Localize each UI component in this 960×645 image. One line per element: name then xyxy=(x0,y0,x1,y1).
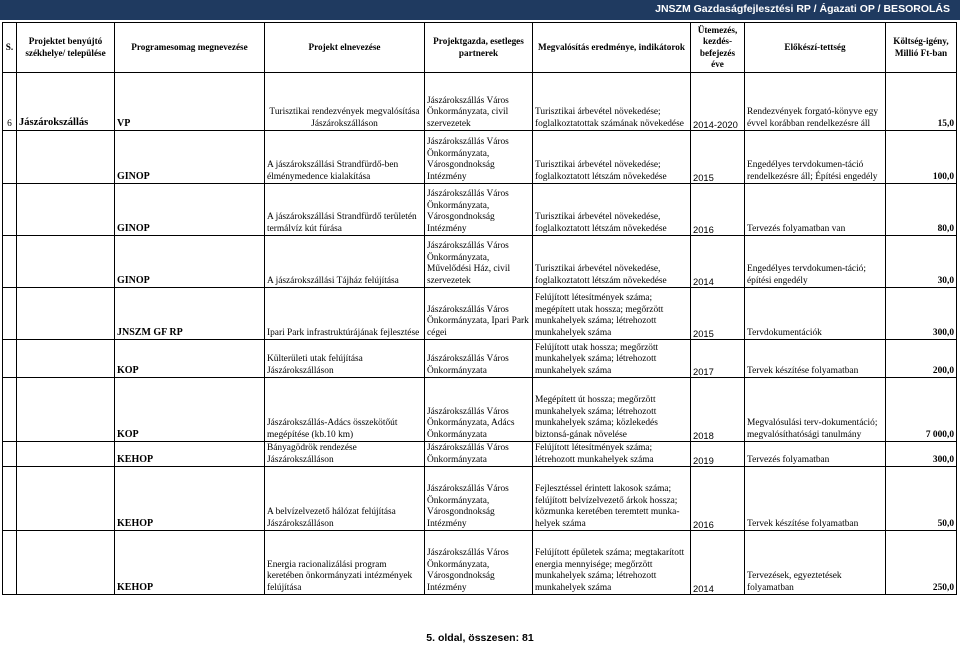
cell-schedule: 2014 xyxy=(691,531,745,595)
cell-cost: 300,0 xyxy=(886,442,957,467)
table-row xyxy=(3,184,957,236)
table-row xyxy=(3,340,957,378)
table-row xyxy=(3,442,957,467)
cell-partners: Jászárokszállás Város Önkormányzata, Adács Önkormányzata xyxy=(425,378,533,442)
cell-cost: 300,0 xyxy=(886,288,957,340)
cell-results: Megépített út hossza; megőrzött munkahelyek száma; létrehozott munkahelyek száma; közlekedés biztonsá-gának növelése xyxy=(533,378,691,442)
cell-prep: Tervezések, egyeztetések folyamatban xyxy=(745,531,886,595)
cell-project: A jászárokszállási Tájház felújítása xyxy=(265,236,425,288)
cell-num xyxy=(3,184,17,236)
cell-prep: Engedélyes tervdokumen-táció rendelkezésre áll; Építési engedély xyxy=(745,131,886,184)
cell-program: VP xyxy=(115,73,265,131)
table-row xyxy=(3,131,957,184)
cell-cost: 7 000,0 xyxy=(886,378,957,442)
cell-project: Energia racionalizálási program keretében önkormányzati intézmények felújítása xyxy=(265,531,425,595)
cell-schedule: 2014-2020 xyxy=(691,73,745,131)
cell-num xyxy=(3,531,17,595)
cell-num: 6 xyxy=(3,73,17,131)
document-header-title: JNSZM Gazdaságfejlesztési RP / Ágazati OP / BESOROLÁS xyxy=(655,3,950,15)
cell-schedule: 2015 xyxy=(691,288,745,340)
cell-results: Turisztikai árbevétel növekedése, foglalkoztatott létszám növekedése xyxy=(533,184,691,236)
cell-program: KEHOP xyxy=(115,531,265,595)
cell-town xyxy=(17,288,115,340)
cell-project: Jászárokszállás-Adács összekötőút megépítése (kb.10 km) xyxy=(265,378,425,442)
cell-prep: Megvalósulási terv-dokumentáció; megvalósíthatósági tanulmány xyxy=(745,378,886,442)
cell-schedule: 2016 xyxy=(691,467,745,531)
cell-prep: Tervezés folyamatban xyxy=(745,442,886,467)
cell-partners: Jászárokszállás Város Önkormányzata xyxy=(425,340,533,378)
col-header-partners: Projektgazda, esetleges partnerek xyxy=(425,23,533,73)
document-header-bar xyxy=(0,0,960,20)
cell-results: Felújított utak hossza; megőrzött munkahelyek száma; létrehozott munkahelyek száma xyxy=(533,340,691,378)
cell-program: KOP xyxy=(115,378,265,442)
cell-cost: 200,0 xyxy=(886,340,957,378)
col-header-project: Projekt elnevezése xyxy=(265,23,425,73)
col-header-num: S. xyxy=(3,23,17,73)
project-table xyxy=(2,22,957,595)
col-header-results: Megvalósítás eredménye, indikátorok xyxy=(533,23,691,73)
cell-results: Turisztikai árbevétel növekedése; foglalkoztatott létszám növekedése xyxy=(533,131,691,184)
cell-town xyxy=(17,378,115,442)
cell-num xyxy=(3,236,17,288)
cell-program: KEHOP xyxy=(115,467,265,531)
cell-program: KEHOP xyxy=(115,442,265,467)
cell-cost: 30,0 xyxy=(886,236,957,288)
cell-prep: Engedélyes tervdokumen-táció; építési engedély xyxy=(745,236,886,288)
cell-results: Felújított épületek száma; megtakarított energia mennyisége; megőrzött munkahelyek száma; létrehozott munkahelyek száma xyxy=(533,531,691,595)
cell-cost: 50,0 xyxy=(886,467,957,531)
cell-program: GINOP xyxy=(115,131,265,184)
cell-schedule: 2016 xyxy=(691,184,745,236)
table-row xyxy=(3,378,957,442)
table-row xyxy=(3,73,957,131)
cell-town xyxy=(17,236,115,288)
cell-program: KOP xyxy=(115,340,265,378)
cell-schedule: 2019 xyxy=(691,442,745,467)
table-row xyxy=(3,288,957,340)
page-footer: 5. oldal, összesen: 81 xyxy=(426,632,534,644)
cell-schedule: 2014 xyxy=(691,236,745,288)
cell-prep: Tervdokumentációk xyxy=(745,288,886,340)
cell-cost: 80,0 xyxy=(886,184,957,236)
col-header-program: Programesomag megnevezése xyxy=(115,23,265,73)
cell-project: Külterületi utak felújítása Jászárokszálláson xyxy=(265,340,425,378)
cell-partners: Jászárokszállás Város Önkormányzata xyxy=(425,442,533,467)
cell-results: Fejlesztéssel érintett lakosok száma; felújított belvízelvezető árkok hossza; közmunka keretében teremtett munka-helyek száma xyxy=(533,467,691,531)
cell-partners: Jászárokszállás Város Önkormányzata, civil szervezetek xyxy=(425,73,533,131)
cell-town xyxy=(17,531,115,595)
cell-project: Ipari Park infrastruktúrájának fejlesztése xyxy=(265,288,425,340)
cell-program: GINOP xyxy=(115,236,265,288)
cell-partners: Jászárokszállás Város Önkormányzata, Városgondnokság Intézmény xyxy=(425,131,533,184)
cell-project: A jászárokszállási Strandfürdő területén termálvíz kút fúrása xyxy=(265,184,425,236)
cell-program: GINOP xyxy=(115,184,265,236)
cell-partners: Jászárokszállás Város Önkormányzata, Városgondnokság Intézmény xyxy=(425,531,533,595)
cell-program: JNSZM GF RP xyxy=(115,288,265,340)
cell-num xyxy=(3,131,17,184)
cell-schedule: 2017 xyxy=(691,340,745,378)
cell-project: A belvízelvezető hálózat felújítása Jászárokszálláson xyxy=(265,467,425,531)
cell-schedule: 2015 xyxy=(691,131,745,184)
cell-town xyxy=(17,131,115,184)
table-header-row xyxy=(3,23,957,73)
cell-partners: Jászárokszállás Város Önkormányzata, Városgondnokság Intézmény xyxy=(425,467,533,531)
cell-results: Turisztikai árbevétel növekedése; foglalkoztatottak számának növekedése xyxy=(533,73,691,131)
cell-project: Turisztikai rendezvények megvalósítása Jászárokszálláson xyxy=(265,73,425,131)
table-row xyxy=(3,531,957,595)
table-row xyxy=(3,467,957,531)
col-header-town: Projektet benyújtó székhelye/ települése xyxy=(17,23,115,73)
cell-partners: Jászárokszállás Város Önkormányzata, Ipari Park cégei xyxy=(425,288,533,340)
cell-num xyxy=(3,340,17,378)
cell-results: Felújított létesítmények száma; létrehozott munkahelyek száma xyxy=(533,442,691,467)
cell-town xyxy=(17,467,115,531)
cell-results: Felújított létesítmények száma; megépített utak hossza; megőrzött munkahelyek száma; létrehozott munkahelyek száma xyxy=(533,288,691,340)
table-row xyxy=(3,236,957,288)
cell-partners: Jászárokszállás Város Önkormányzata, Városgondnokság Intézmény xyxy=(425,184,533,236)
cell-project: Bányagödrök rendezése Jászárokszálláson xyxy=(265,442,425,467)
cell-cost: 15,0 xyxy=(886,73,957,131)
cell-num xyxy=(3,288,17,340)
col-header-prep: Előkészí-tettség xyxy=(745,23,886,73)
cell-num xyxy=(3,442,17,467)
cell-num xyxy=(3,467,17,531)
cell-results: Turisztikai árbevétel növekedése, foglalkoztatott létszám növekedése xyxy=(533,236,691,288)
cell-num xyxy=(3,378,17,442)
cell-prep: Tervek készítése folyamatban xyxy=(745,467,886,531)
cell-cost: 250,0 xyxy=(886,531,957,595)
cell-prep: Tervek készítése folyamatban xyxy=(745,340,886,378)
cell-prep: Rendezvények forgató-könyve egy évvel korábban rendelkezésre áll xyxy=(745,73,886,131)
col-header-schedule: Ütemezés, kezdés-befejezés éve xyxy=(691,23,745,73)
cell-town xyxy=(17,442,115,467)
cell-project: A jászárokszállási Strandfürdő-ben élménymedence kialakítása xyxy=(265,131,425,184)
col-header-cost: Költség-igény, Millió Ft-ban xyxy=(886,23,957,73)
project-table-container xyxy=(2,22,956,595)
cell-town: Jászárokszállás xyxy=(17,73,115,131)
cell-town xyxy=(17,184,115,236)
cell-town xyxy=(17,340,115,378)
cell-cost: 100,0 xyxy=(886,131,957,184)
cell-schedule: 2018 xyxy=(691,378,745,442)
cell-partners: Jászárokszállás Város Önkormányzata, Művelődési Ház, civil szervezetek xyxy=(425,236,533,288)
cell-prep: Tervezés folyamatban van xyxy=(745,184,886,236)
